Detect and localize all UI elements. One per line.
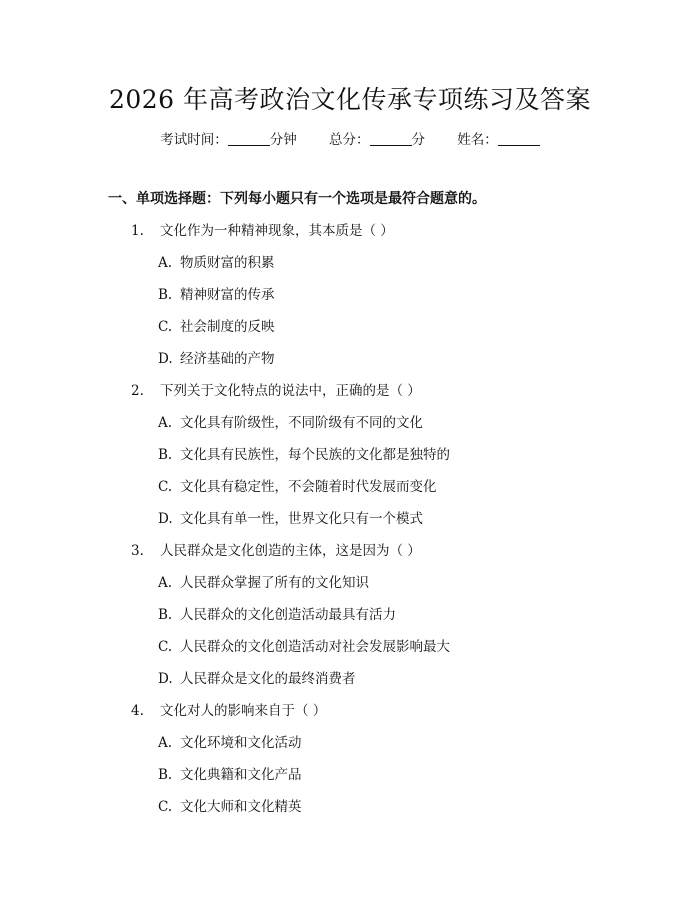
answer-option[interactable] xyxy=(0,284,700,316)
option-letter: A. xyxy=(158,255,173,271)
answer-option[interactable] xyxy=(0,572,700,604)
option-letter: B. xyxy=(158,287,173,303)
question-stem xyxy=(0,220,700,252)
answer-option[interactable] xyxy=(0,668,700,700)
question-text: 文化作为一种精神现象，其本质是（ ） xyxy=(160,223,394,239)
option-text: 人民群众的文化创造活动最具有活力 xyxy=(180,607,396,623)
question-list xyxy=(0,220,700,828)
answer-option[interactable] xyxy=(0,636,700,668)
option-letter: C. xyxy=(158,639,173,655)
option-text: 文化具有稳定性，不会随着时代发展而变化 xyxy=(180,479,437,495)
option-letter: C. xyxy=(158,799,173,815)
student-name-blank[interactable] xyxy=(498,132,540,146)
question-stem xyxy=(0,700,700,732)
option-text: 文化大师和文化精英 xyxy=(180,799,302,815)
section-heading: 一、单项选择题：下列每小题只有一个选项是最符合题意的。 xyxy=(108,191,486,207)
student-name-label: 姓名： xyxy=(457,132,498,148)
total-score-label: 总分： xyxy=(329,132,370,148)
question-text: 下列关于文化特点的说法中，正确的是（ ） xyxy=(160,383,421,399)
document-title: 2026 年高考政治文化传承专项练习及答案 xyxy=(108,85,592,114)
answer-option[interactable] xyxy=(0,444,700,476)
exam-time-unit: 分钟 xyxy=(269,132,297,148)
option-text: 人民群众掌握了所有的文化知识 xyxy=(180,575,369,591)
option-letter: B. xyxy=(158,607,173,623)
option-text: 人民群众是文化的最终消费者 xyxy=(180,671,356,687)
answer-option[interactable] xyxy=(0,316,700,348)
answer-option[interactable] xyxy=(0,252,700,284)
option-letter: A. xyxy=(158,415,173,431)
student-name-field xyxy=(457,130,540,150)
option-text: 经济基础的产物 xyxy=(180,351,275,367)
exam-time-blank[interactable] xyxy=(228,132,270,146)
answer-option[interactable] xyxy=(0,412,700,444)
option-letter: A. xyxy=(158,735,173,751)
exam-meta-line xyxy=(0,130,700,150)
option-text: 物质财富的积累 xyxy=(180,255,275,271)
total-score-blank[interactable] xyxy=(370,132,412,146)
question-number: 3. xyxy=(131,543,144,559)
option-text: 文化典籍和文化产品 xyxy=(180,767,302,783)
answer-option[interactable] xyxy=(0,508,700,540)
question-text: 文化对人的影响来自于（ ） xyxy=(160,703,327,719)
answer-option[interactable] xyxy=(0,348,700,380)
answer-option[interactable] xyxy=(0,732,700,764)
option-text: 人民群众的文化创造活动对社会发展影响最大 xyxy=(180,639,450,655)
option-text: 社会制度的反映 xyxy=(180,319,275,335)
question-stem xyxy=(0,380,700,412)
answer-option[interactable] xyxy=(0,476,700,508)
answer-option[interactable] xyxy=(0,764,700,796)
question-stem xyxy=(0,540,700,572)
option-text: 文化具有民族性，每个民族的文化都是独特的 xyxy=(180,447,450,463)
question-number: 4. xyxy=(131,703,144,719)
option-text: 文化具有阶级性，不同阶级有不同的文化 xyxy=(180,415,423,431)
total-score-field xyxy=(329,130,425,150)
option-letter: D. xyxy=(158,671,173,687)
option-letter: A. xyxy=(158,575,173,591)
question-number: 1. xyxy=(131,223,144,239)
exam-time-field xyxy=(160,130,297,150)
option-letter: D. xyxy=(158,351,173,367)
option-letter: C. xyxy=(158,319,173,335)
exam-time-label: 考试时间： xyxy=(160,132,228,148)
answer-option[interactable] xyxy=(0,796,700,828)
question-text: 人民群众是文化创造的主体，这是因为（ ） xyxy=(160,543,421,559)
option-letter: B. xyxy=(158,447,173,463)
option-letter: B. xyxy=(158,767,173,783)
option-text: 文化具有单一性，世界文化只有一个模式 xyxy=(180,511,423,527)
question-number: 2. xyxy=(131,383,144,399)
option-letter: C. xyxy=(158,479,173,495)
option-letter: D. xyxy=(158,511,173,527)
option-text: 精神财富的传承 xyxy=(180,287,275,303)
answer-option[interactable] xyxy=(0,604,700,636)
total-score-unit: 分 xyxy=(411,132,425,148)
option-text: 文化环境和文化活动 xyxy=(180,735,302,751)
